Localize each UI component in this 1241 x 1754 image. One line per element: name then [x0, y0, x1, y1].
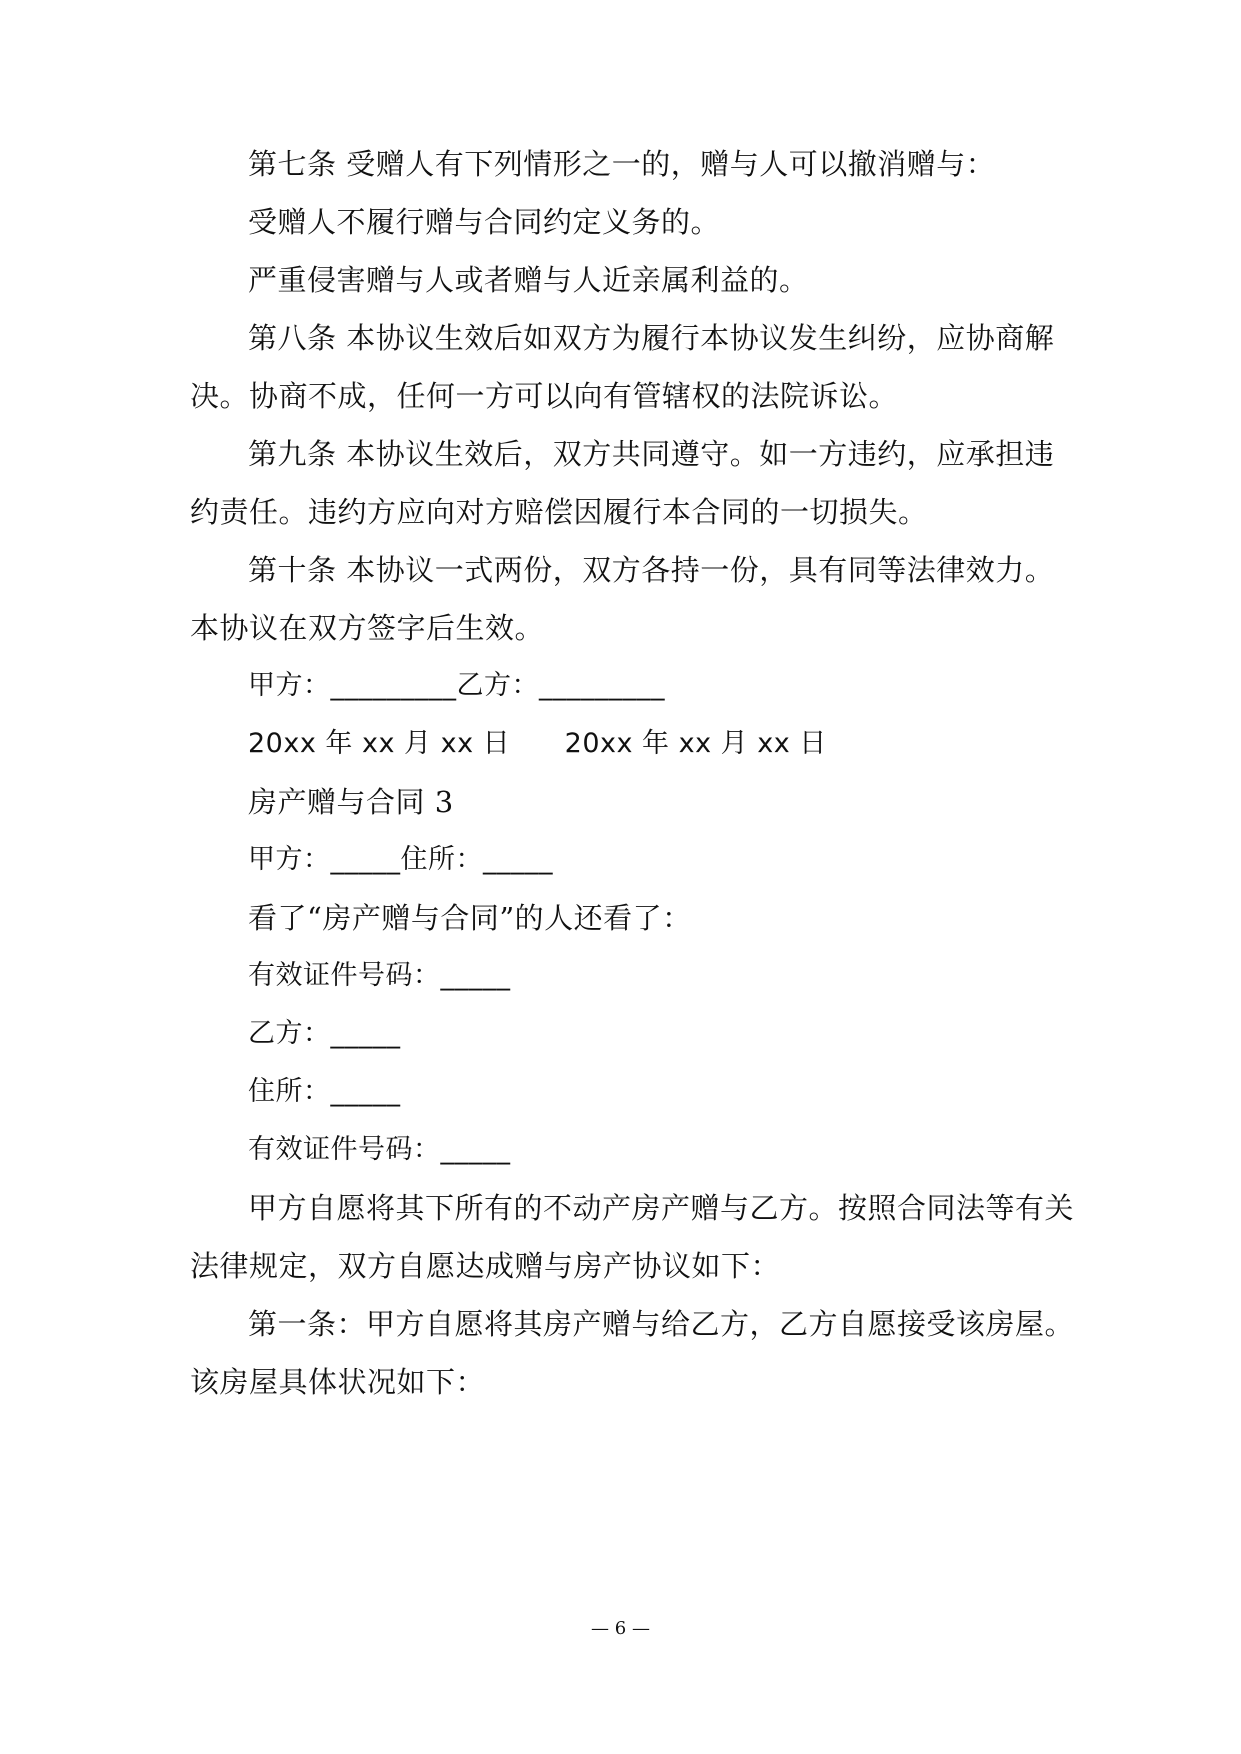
article-7-clause-2: 严重侵害赠与人或者赠与人近亲属利益的。	[248, 263, 809, 297]
article-7-heading: 第七条 受赠人有下列情形之一的，赠与人可以撤消赠与：	[248, 147, 996, 181]
article-7-clause-1: 受赠人不履行赠与合同约定义务的。	[248, 205, 721, 239]
party-b-address-line: 住所：_____	[248, 1076, 401, 1107]
article-1-line-2: 该房屋具体状况如下：	[190, 1365, 486, 1399]
article-1-line-1: 第一条：甲方自愿将其房产赠与给乙方，乙方自愿接受该房屋。	[248, 1307, 1075, 1341]
article-9-line-1: 第九条 本协议生效后，双方共同遵守。如一方违约，应承担违	[248, 437, 1055, 471]
party-b-id-line: 有效证件号码：_____	[248, 1134, 511, 1165]
date-line: 20xx 年 xx 月 xx 日 20xx 年 xx 月 xx 日	[248, 728, 827, 759]
article-9-line-2: 约责任。违约方应向对方赔偿因履行本合同的一切损失。	[190, 495, 928, 529]
party-a-id-line: 有效证件号码：_____	[248, 960, 511, 991]
page-number: — 6 —	[591, 1618, 650, 1639]
party-a-address-line: 甲方：_____住所：_____	[248, 844, 553, 875]
article-10-line-1: 第十条 本协议一式两份，双方各持一份，具有同等法律效力。	[248, 553, 1055, 587]
article-8-line-1: 第八条 本协议生效后如双方为履行本协议发生纠纷，应协商解	[248, 321, 1055, 355]
contract-3-title: 房产赠与合同 3	[248, 785, 454, 819]
article-8-line-2: 决。协商不成，任何一方可以向有管辖权的法院诉讼。	[190, 379, 899, 413]
preamble-line-1: 甲方自愿将其下所有的不动产房产赠与乙方。按照合同法等有关	[248, 1191, 1075, 1225]
party-b-line: 乙方：_____	[248, 1018, 401, 1049]
article-10-line-2: 本协议在双方签字后生效。	[190, 611, 545, 645]
related-reading-line: 看了“房产赠与合同”的人还看了：	[248, 901, 692, 935]
preamble-line-2: 法律规定，双方自愿达成赠与房产协议如下：	[190, 1249, 781, 1283]
signature-line: 甲方：_________乙方：_________	[248, 670, 665, 701]
